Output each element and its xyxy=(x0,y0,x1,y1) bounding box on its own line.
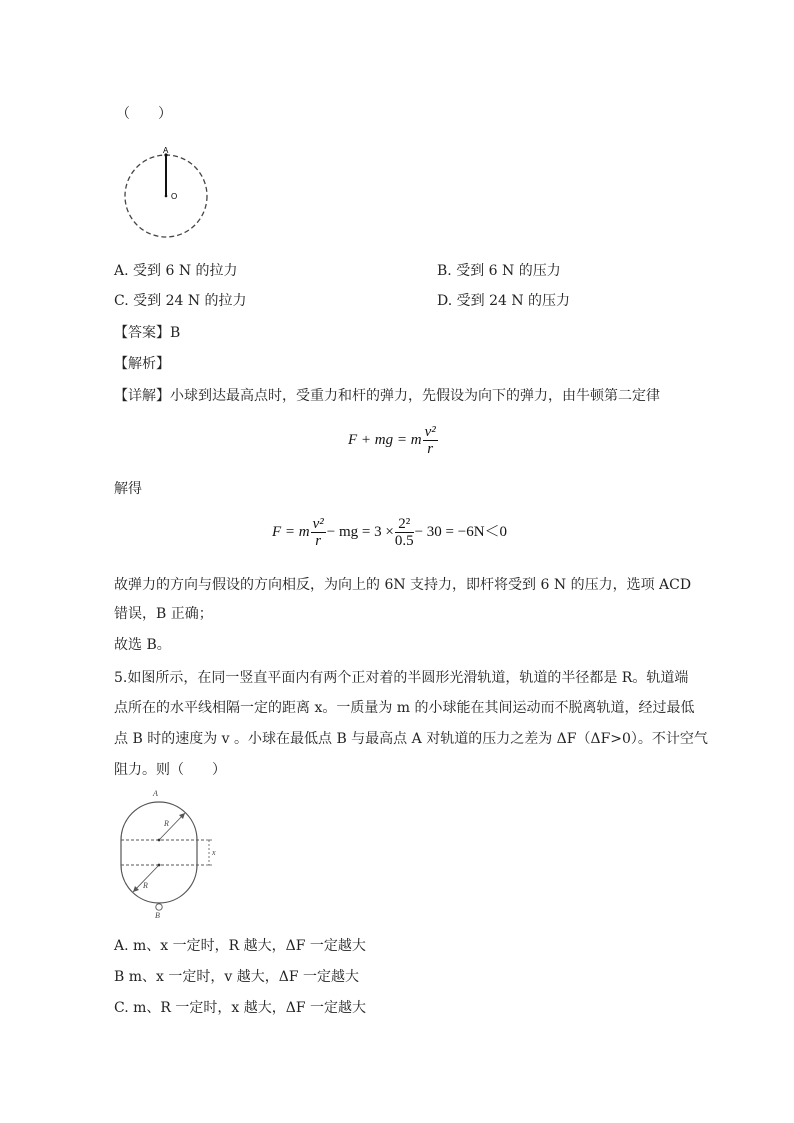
formula2-num1: v² xyxy=(312,516,324,532)
formula2-a: F = m xyxy=(272,523,310,540)
option-d: D. 受到 24 N 的压力 xyxy=(437,293,571,309)
analysis-label: 【解析】 xyxy=(114,356,170,372)
q5-option-a: A. m、x 一定时，R 越大，ΔF 一定越大 xyxy=(114,938,366,954)
q5-option-c: C. m、R 一定时，x 越大，ΔF 一定越大 xyxy=(114,1000,366,1016)
option-a: A. 受到 6 N 的拉力 xyxy=(114,263,238,279)
circle-rod-diagram xyxy=(120,148,215,243)
formula1-den: r xyxy=(427,441,434,457)
point-a-label: A xyxy=(163,146,169,155)
conclusion-line-1: 故弹力的方向与假设的方向相反，为向上的 6N 支持力，即杆将受到 6 N 的压力，选项 ACD xyxy=(114,577,692,593)
radius-label-lower: R xyxy=(143,881,148,890)
option-c: C. 受到 24 N 的拉力 xyxy=(114,293,247,309)
formula2-num2: 2² xyxy=(395,516,414,533)
formula1-left: F + mg = m xyxy=(348,431,422,448)
radius-label-upper: R xyxy=(164,819,169,828)
formula2-b: − mg = 3 × xyxy=(326,523,394,540)
formula-solution xyxy=(272,516,507,549)
solve-text: 解得 xyxy=(114,481,142,497)
track-diagram xyxy=(112,788,222,918)
answer-label: 【答案】 xyxy=(114,325,170,341)
q5-line-1: 5.如图所示，在同一竖直平面内有两个正对着的半圆形光滑轨道，轨道的半径都是 R。轨道端 xyxy=(114,670,689,686)
distance-x-label: x xyxy=(212,848,216,857)
detail-text: 小球到达最高点时，受重力和杆的弹力，先假设为向下的弹力，由牛顿第二定律 xyxy=(170,388,660,404)
formula2-den2: 0.5 xyxy=(394,533,414,549)
answer-line xyxy=(114,322,180,342)
choose-line: 故选 B。 xyxy=(114,637,171,653)
detail-label: 【详解】 xyxy=(114,388,170,404)
formula1-num: v² xyxy=(424,424,436,440)
point-b-label: B xyxy=(155,911,160,920)
answer-blank: （ ） xyxy=(116,106,172,122)
formula2-c: − 30 = −6N＜0 xyxy=(414,523,508,540)
answer-value: B xyxy=(170,325,181,341)
detail-line xyxy=(114,385,660,405)
q5-line-4: 阻力。则（ ） xyxy=(114,762,226,778)
formula2-den1: r xyxy=(315,533,322,549)
formula-newton xyxy=(348,424,439,457)
q5-option-b: B m、x 一定时，v 越大，ΔF 一定越大 xyxy=(114,969,359,985)
q5-line-3: 点 B 时的速度为 v 。小球在最低点 B 与最高点 A 对轨道的压力之差为 ΔF（ΔF>0）。不计空气 xyxy=(114,731,708,747)
point-o-label: O xyxy=(171,192,178,201)
conclusion-line-2: 错误，B 正确； xyxy=(114,606,213,622)
option-b: B. 受到 6 N 的压力 xyxy=(437,263,561,279)
point-a-label: A xyxy=(153,789,158,798)
q5-line-2: 点所在的水平线相隔一定的距离 x。一质量为 m 的小球能在其间运动而不脱离轨道，经过最低 xyxy=(114,700,695,716)
